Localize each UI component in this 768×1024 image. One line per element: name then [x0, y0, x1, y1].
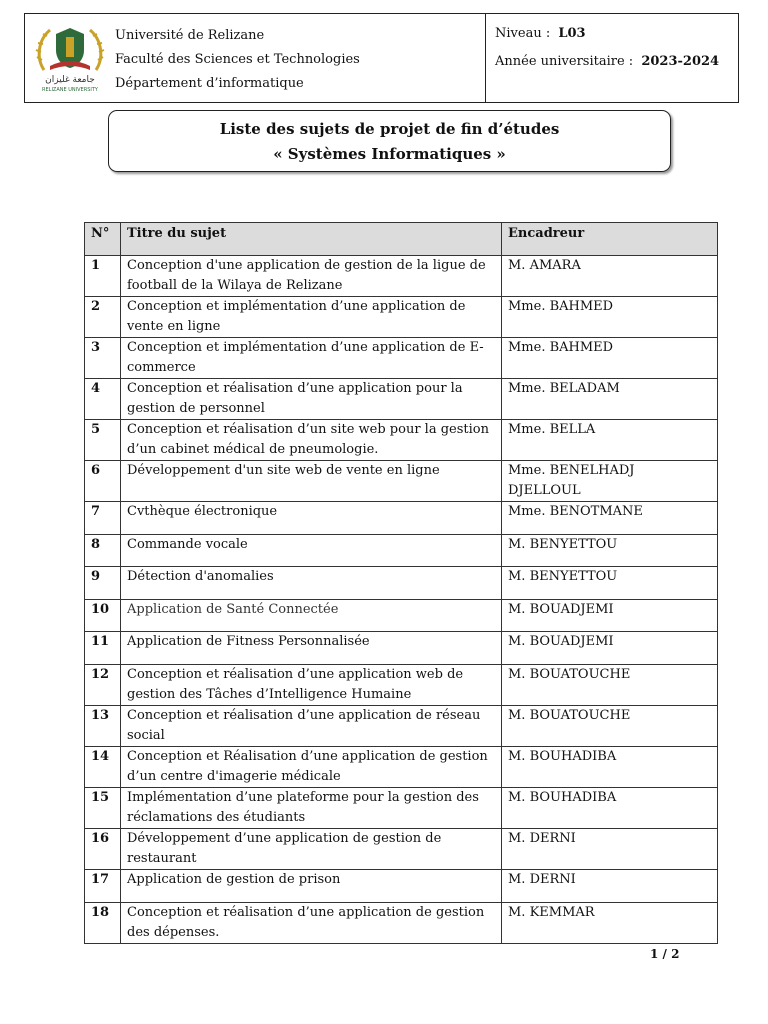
row-supervisor: M. BOUHADIBA [502, 746, 718, 787]
header-title: Titre du sujet [121, 223, 502, 256]
row-number: 6 [85, 461, 121, 502]
row-supervisor: Mme. BENOTMANE [502, 502, 718, 535]
faculty-name: Faculté des Sciences et Technologies [115, 52, 360, 67]
row-number: 5 [85, 420, 121, 461]
row-number: 10 [85, 599, 121, 632]
row-supervisor: M. BOUADJEMI [502, 632, 718, 665]
row-supervisor: M. AMARA [502, 256, 718, 297]
table-row [85, 869, 718, 902]
row-title: Application de gestion de prison [121, 869, 502, 902]
year-value: 2023-2024 [641, 54, 720, 69]
title-line-2: « Systèmes Informatiques » [273, 145, 506, 163]
row-supervisor: M. BOUATOUCHE [502, 705, 718, 746]
row-number: 12 [85, 664, 121, 705]
table-row [85, 902, 718, 943]
table-row [85, 705, 718, 746]
table-row [85, 664, 718, 705]
row-title: Détection d'anomalies [121, 567, 502, 600]
page-number: 1 / 2 [650, 947, 680, 961]
year-row [495, 48, 738, 76]
row-title: Implémentation d’une plateforme pour la gestion des réclamations des étudiants [121, 787, 502, 828]
row-number: 13 [85, 705, 121, 746]
row-title: Commande vocale [121, 534, 502, 567]
row-title: Application de Fitness Personnalisée [121, 632, 502, 665]
row-number: 16 [85, 828, 121, 869]
table-row [85, 599, 718, 632]
table-row [85, 420, 718, 461]
document-header [24, 13, 739, 103]
row-title: Conception et réalisation d’une application pour la gestion de personnel [121, 379, 502, 420]
row-title: Conception et réalisation d’une application web de gestion des Tâches d’Intelligence Humaine [121, 664, 502, 705]
row-supervisor: M. KEMMAR [502, 902, 718, 943]
university-name: Université de Relizane [115, 28, 265, 43]
row-title: Conception et implémentation d’une application de E-commerce [121, 338, 502, 379]
table-row [85, 567, 718, 600]
table-row [85, 338, 718, 379]
row-number: 18 [85, 902, 121, 943]
logo-arabic-text: جامعة غليزان [45, 75, 95, 85]
row-supervisor: Mme. BAHMED [502, 338, 718, 379]
level-value: L03 [558, 26, 586, 41]
table-row [85, 502, 718, 535]
row-supervisor: M. BOUADJEMI [502, 599, 718, 632]
row-title: Conception et réalisation d’un site web pour la gestion d’un cabinet médical de pneumologie. [121, 420, 502, 461]
row-number: 1 [85, 256, 121, 297]
row-supervisor: M. BOUATOUCHE [502, 664, 718, 705]
table-row [85, 787, 718, 828]
row-supervisor: Mme. BAHMED [502, 297, 718, 338]
table-row [85, 534, 718, 567]
university-logo [25, 14, 115, 100]
row-title: Cvthèque électronique [121, 502, 502, 535]
table-row [85, 379, 718, 420]
row-title: Application de Santé Connectée [121, 599, 502, 632]
table-row [85, 256, 718, 297]
row-number: 4 [85, 379, 121, 420]
university-emblem-icon [30, 20, 110, 94]
row-number: 8 [85, 534, 121, 567]
year-label: Année universitaire : [495, 54, 634, 69]
row-title: Conception et Réalisation d’une application de gestion d’un centre d'imagerie médicale [121, 746, 502, 787]
row-title: Conception et réalisation d’une application de réseau social [121, 705, 502, 746]
row-supervisor: M. BENYETTOU [502, 567, 718, 600]
subjects-table [84, 222, 718, 944]
row-supervisor: Mme. BELADAM [502, 379, 718, 420]
row-title: Développement d’une application de gestion de restaurant [121, 828, 502, 869]
academic-info [486, 14, 738, 102]
row-number: 2 [85, 297, 121, 338]
row-number: 15 [85, 787, 121, 828]
row-supervisor: M. DERNI [502, 828, 718, 869]
row-number: 11 [85, 632, 121, 665]
header-number: N° [85, 223, 121, 256]
row-number: 7 [85, 502, 121, 535]
title-line-1: Liste des sujets de projet de fin d’études [219, 120, 560, 138]
header-supervisor: Encadreur [502, 223, 718, 256]
row-number: 14 [85, 746, 121, 787]
table-row [85, 746, 718, 787]
row-supervisor: M. BOUHADIBA [502, 787, 718, 828]
row-number: 3 [85, 338, 121, 379]
table-header-row [85, 223, 718, 256]
row-title: Développement d'un site web de vente en ligne [121, 461, 502, 502]
level-row [495, 20, 738, 48]
table-row [85, 461, 718, 502]
logo-english-text: RELIZANE UNIVERSITY [42, 87, 98, 93]
row-supervisor: M. BENYETTOU [502, 534, 718, 567]
row-supervisor: M. DERNI [502, 869, 718, 902]
row-title: Conception et réalisation d’une application de gestion des dépenses. [121, 902, 502, 943]
row-number: 17 [85, 869, 121, 902]
table-row [85, 632, 718, 665]
table-row [85, 828, 718, 869]
department-name: Département d’informatique [115, 76, 304, 91]
row-supervisor: Mme. BELLA [502, 420, 718, 461]
row-number: 9 [85, 567, 121, 600]
institution-block [25, 14, 486, 102]
table-row [85, 297, 718, 338]
row-supervisor: Mme. BENELHADJ DJELLOUL [502, 461, 718, 502]
row-title: Conception d'une application de gestion de la ligue de football de la Wilaya de Relizane [121, 256, 502, 297]
level-label: Niveau : [495, 26, 551, 41]
row-title: Conception et implémentation d’une application de vente en ligne [121, 297, 502, 338]
document-title [108, 110, 671, 172]
